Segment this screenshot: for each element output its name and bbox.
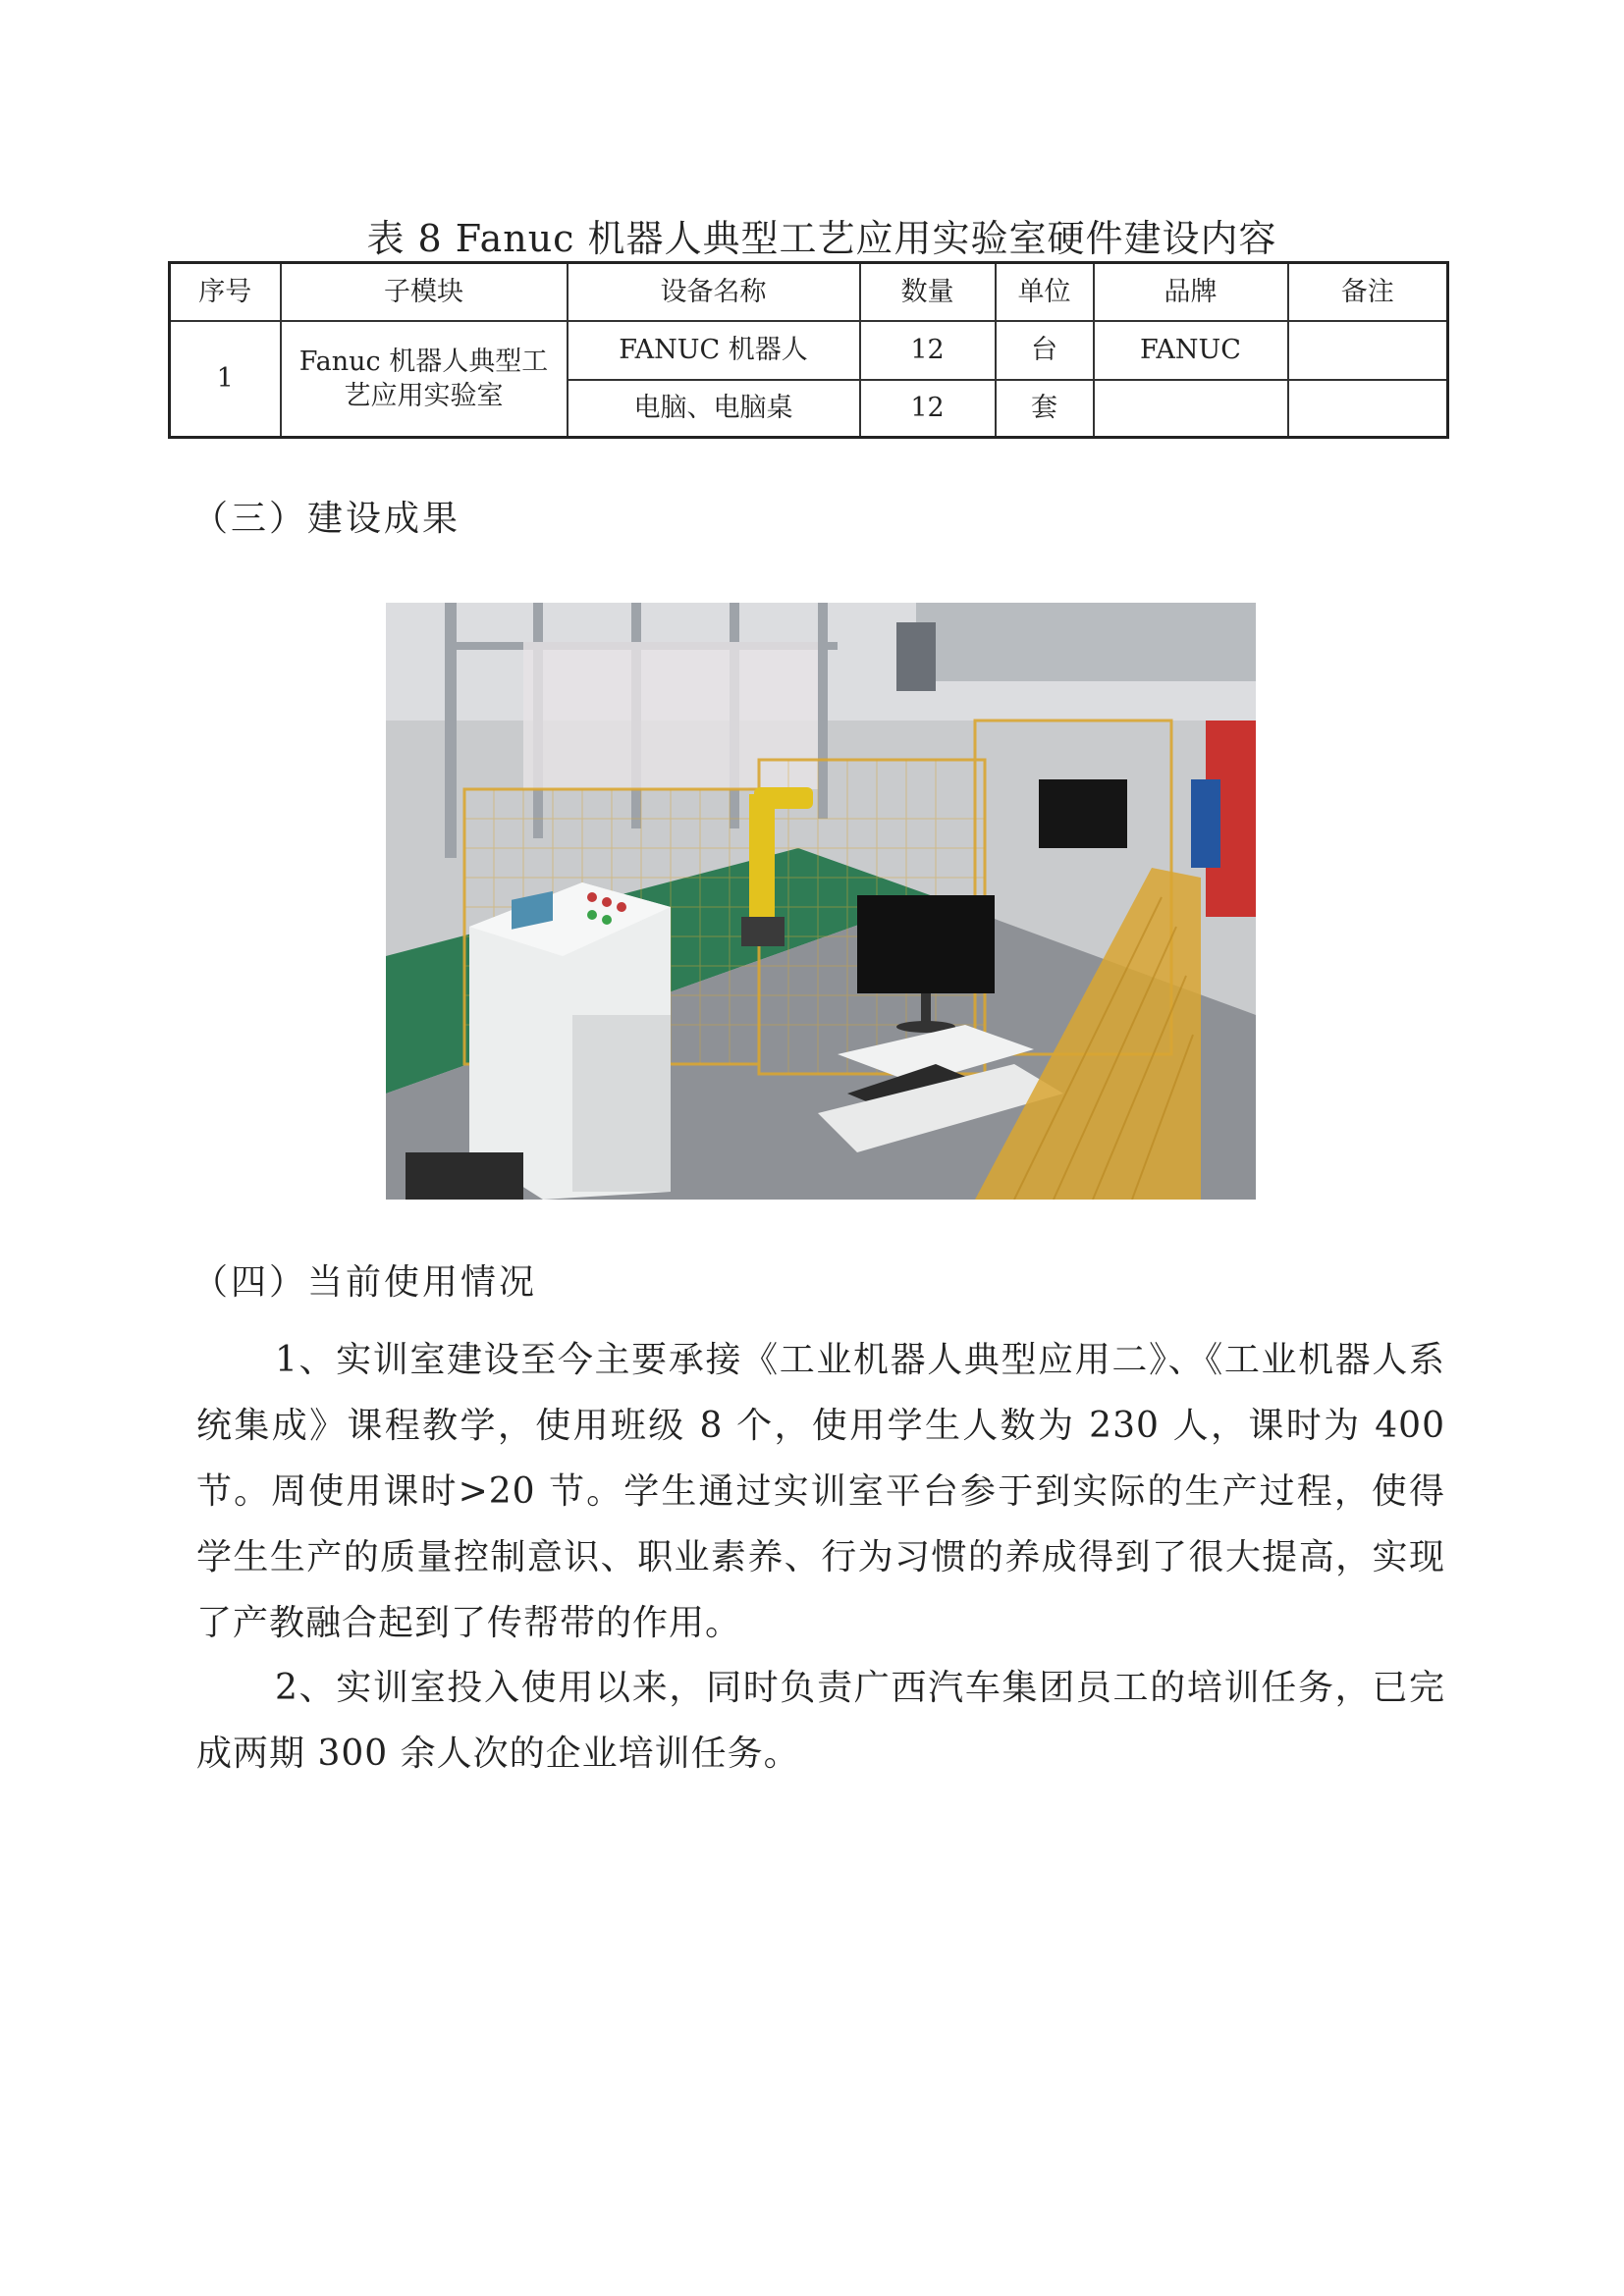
cell-unit: 台 — [996, 321, 1094, 380]
cell-device: FANUC 机器人 — [568, 321, 860, 380]
header-submodule: 子模块 — [281, 263, 568, 321]
cell-device: 电脑、电脑桌 — [568, 380, 860, 438]
cell-unit: 套 — [996, 380, 1094, 438]
header-unit: 单位 — [996, 263, 1094, 321]
header-device: 设备名称 — [568, 263, 860, 321]
header-qty: 数量 — [860, 263, 996, 321]
cell-brand — [1094, 380, 1288, 438]
usage-paragraph-2: 2、实训室投入使用以来，同时负责广西汽车集团员工的培训任务，已完成两期 300 余人次的企业培训任务。 — [196, 1668, 1445, 1774]
cell-qty: 12 — [860, 380, 996, 438]
usage-paragraph-1: 1、实训室建设至今主要承接《工业机器人典型应用二》、《工业机器人系统集成》课程教学，使用班级 8 个，使用学生人数为 230 人，课时为 400 节。周使用课时>20 节。学生通过实训室平台参于到实际的生产过程，使得学生生产的质量控制意识、职业素养、行为习惯的养成得到了很大提高，实现了产教融合起到了传帮带的作用。 — [196, 1340, 1445, 1643]
header-seq: 序号 — [170, 263, 281, 321]
header-note: 备注 — [1288, 263, 1448, 321]
cell-qty: 12 — [860, 321, 996, 380]
header-brand: 品牌 — [1094, 263, 1288, 321]
lab-photo — [386, 603, 1256, 1200]
cell-brand: FANUC — [1094, 321, 1288, 380]
table-row — [170, 321, 1448, 380]
section-title-results: （三）建设成果 — [192, 499, 461, 539]
table-caption: 表 8 Fanuc 机器人典型工艺应用实验室硬件建设内容 — [366, 217, 1277, 260]
cell-submodule: Fanuc 机器人典型工艺应用实验室 — [281, 321, 568, 438]
cell-seq: 1 — [170, 321, 281, 438]
table-header-row — [170, 263, 1448, 321]
section-title-usage: （四）当前使用情况 — [192, 1262, 538, 1303]
cell-note — [1288, 380, 1448, 438]
hardware-table — [168, 261, 1449, 439]
cell-note — [1288, 321, 1448, 380]
